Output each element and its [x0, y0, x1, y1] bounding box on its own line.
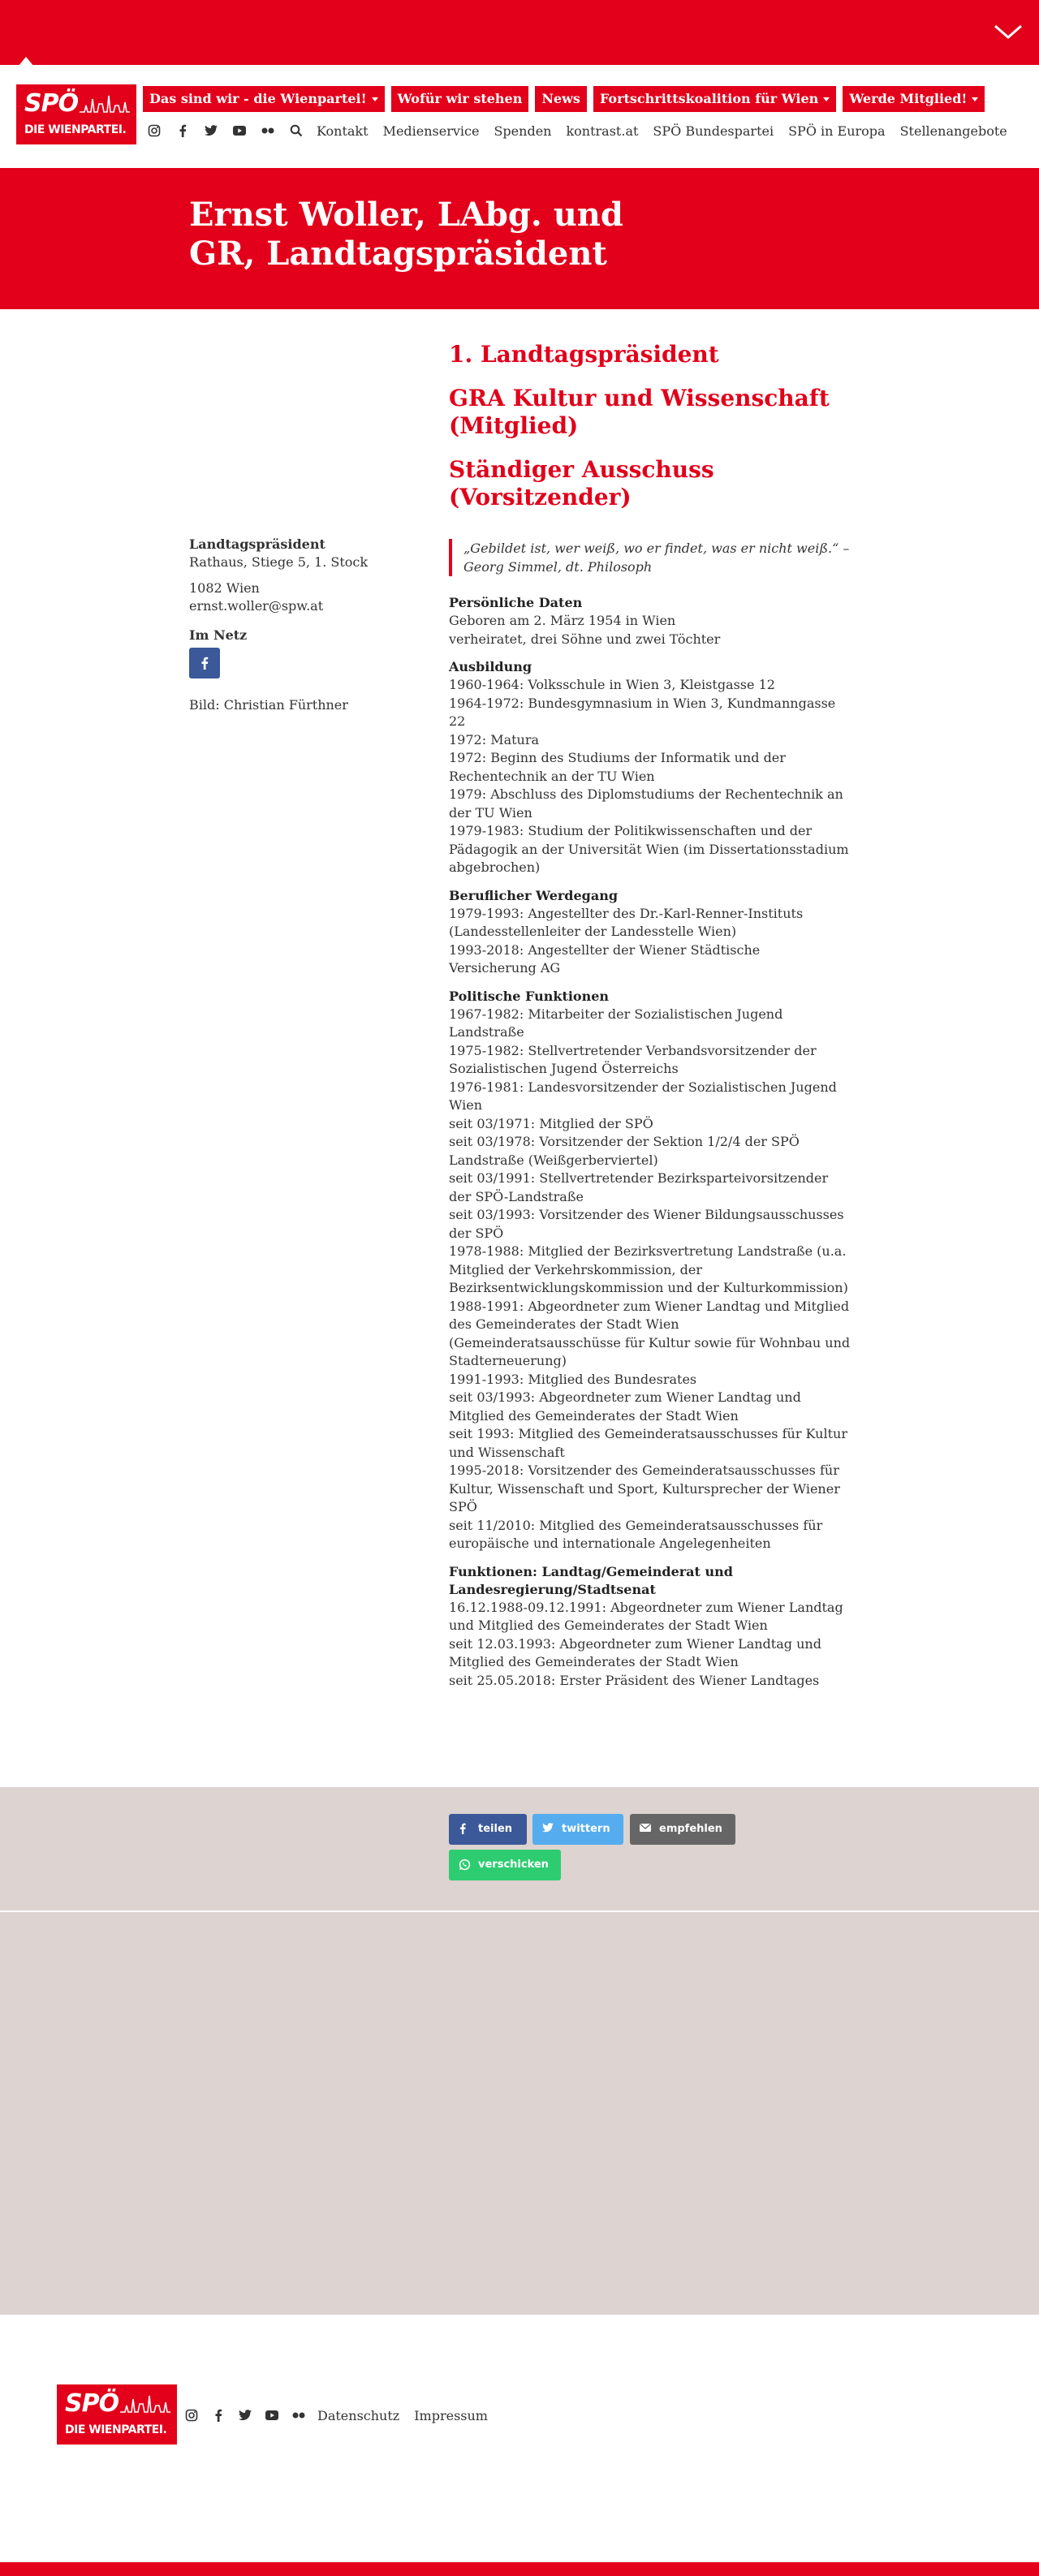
- bio-line: 16.12.1988-09.12.1991: Abgeordneter zum Wiener Landtag und Mitglied des Gemeinderates der Stadt Wien: [449, 1599, 843, 1633]
- bio-line: verheiratet, drei Söhne und zwei Töchter: [449, 631, 721, 647]
- bio-line: seit 11/2010: Mitglied des Gemeinderatsausschusses für europäische und internationale Angelegenheiten: [449, 1517, 823, 1551]
- logo-text: SPÖ: [24, 89, 79, 118]
- net-heading: Im Netz: [189, 627, 248, 643]
- top-bar: [0, 0, 1039, 65]
- flickr-icon[interactable]: [260, 123, 276, 139]
- bio-line: seit 03/1971: Mitglied der SPÖ: [449, 1115, 653, 1131]
- menu-notch: [18, 57, 34, 67]
- footer-link-impressum[interactable]: Impressum: [414, 2407, 488, 2423]
- bio-line: 1976-1981: Landesvorsitzender der Sozialistischen Jugend Wien: [449, 1079, 837, 1113]
- twitter-icon: [542, 1823, 554, 1833]
- bio-line: seit 03/1993: Abgeordneter zum Wiener Landtag und Mitglied des Gemeinderates der Stadt Wien: [449, 1389, 801, 1424]
- site-footer: [0, 2315, 1039, 2562]
- bio-line: seit 12.03.1993: Abgeordneter zum Wiener Landtag und Mitglied des Gemeinderates der Stadt Wien: [449, 1635, 821, 1669]
- nav-label: News: [541, 91, 580, 106]
- share-email-button[interactable]: [630, 1814, 735, 1845]
- instagram-icon[interactable]: [183, 2407, 200, 2423]
- site-header: [0, 67, 1039, 168]
- bio-content: [449, 341, 851, 1699]
- sub-nav-stellenangebote[interactable]: Stellenangebote: [899, 123, 1007, 139]
- bio-section-title: Beruflicher Werdegang: [449, 887, 619, 903]
- sub-nav-kontrast[interactable]: kontrast.at: [566, 123, 639, 139]
- bio-sections: [449, 594, 851, 1690]
- caret-down-icon: [823, 97, 830, 101]
- nav-item-wofuer[interactable]: [391, 86, 529, 112]
- flickr-icon[interactable]: [291, 2407, 307, 2423]
- facebook-profile-button[interactable]: [189, 648, 220, 678]
- share-email-label: empfehlen: [659, 1823, 722, 1835]
- logo-subtitle: DIE WIENPARTEI.: [24, 123, 127, 136]
- photo-credit: Bild: Christian Fürthner: [189, 697, 348, 713]
- bio-section: [449, 1563, 851, 1691]
- logo-subtitle: DIE WIENPARTEI.: [65, 2423, 167, 2436]
- nav-label: Fortschrittskoalition für Wien: [599, 91, 819, 106]
- share-whatsapp-button[interactable]: [449, 1850, 561, 1880]
- nav-label: Das sind wir - die Wienpartei!: [149, 91, 367, 106]
- youtube-icon[interactable]: [231, 123, 248, 139]
- search-icon[interactable]: [288, 123, 304, 139]
- share-facebook-label: teilen: [478, 1823, 513, 1835]
- nav-label: Werde Mitglied!: [849, 91, 968, 106]
- bio-line: 1972: Matura: [449, 731, 540, 747]
- footer-logo[interactable]: [57, 2384, 177, 2445]
- bio-line: seit 03/1993: Vorsitzender des Wiener Bildungsausschusses der SPÖ: [449, 1207, 844, 1241]
- sub-nav-medienservice[interactable]: Medienservice: [382, 123, 480, 139]
- footer-link-datenschutz[interactable]: Datenschutz: [317, 2407, 400, 2423]
- bio-section: [449, 988, 851, 1553]
- bio-line: seit 03/1991: Stellvertretender Bezirksparteivorsitzender der SPÖ-Landstraße: [449, 1170, 829, 1204]
- caret-down-icon: [372, 97, 378, 101]
- logo-text: SPÖ: [65, 2389, 119, 2418]
- sub-nav-kontakt[interactable]: Kontakt: [317, 123, 369, 139]
- sub-nav: [146, 120, 1022, 141]
- facebook-icon: [459, 1823, 467, 1834]
- twitter-icon[interactable]: [203, 123, 219, 139]
- youtube-icon[interactable]: [264, 2407, 280, 2423]
- spoe-logo[interactable]: [16, 84, 136, 144]
- page-hero: [0, 168, 1039, 309]
- bio-line: 1991-1993: Mitglied des Bundesrates: [449, 1371, 697, 1387]
- caret-down-icon: [972, 97, 978, 101]
- instagram-icon[interactable]: [146, 123, 162, 139]
- bio-section-title: Persönliche Daten: [449, 595, 583, 610]
- bio-line: 1964-1972: Bundesgymnasium in Wien 3, Kundmanngasse 22: [449, 695, 836, 729]
- contact-heading: Landtagspräsident: [189, 536, 325, 552]
- nav-label: Wofür wir stehen: [397, 91, 523, 106]
- share-divider: [0, 1910, 1039, 1912]
- nav-item-mitglied[interactable]: [843, 86, 985, 112]
- share-twitter-button[interactable]: [532, 1814, 623, 1845]
- bio-line: seit 03/1978: Vorsitzender der Sektion 1/2/4 der SPÖ Landstraße (Weißgerberviertel): [449, 1134, 800, 1168]
- nav-item-wir[interactable]: [143, 86, 385, 112]
- bio-line: Geboren am 2. März 1954 in Wien: [449, 613, 676, 628]
- twitter-icon[interactable]: [237, 2407, 253, 2423]
- bio-section: [449, 594, 851, 648]
- sub-nav-bundespartei[interactable]: SPÖ Bundespartei: [653, 123, 774, 139]
- share-facebook-button[interactable]: [449, 1814, 527, 1845]
- bio-line: 1960-1964: Volksschule in Wien 3, Kleistgasse 12: [449, 677, 775, 692]
- bio-line: 1995-2018: Vorsitzender des Gemeinderatsausschusses für Kultur, Wissenschaft und Sport, Kultursprecher der Wiener SPÖ: [449, 1462, 840, 1514]
- bio-line: 1993-2018: Angestellter der Wiener Städtische Versicherung AG: [449, 941, 761, 976]
- contact-sidebar: [189, 536, 400, 714]
- bio-line: seit 1993: Mitglied des Gemeinderatsausschusses für Kultur und Wissenschaft: [449, 1426, 847, 1460]
- footer-nav: [183, 2406, 502, 2425]
- facebook-icon[interactable]: [175, 123, 191, 139]
- contact-email[interactable]: ernst.woller@spw.at: [189, 598, 324, 614]
- nav-item-fortschrittskoalition[interactable]: [593, 86, 836, 112]
- chevron-down-icon[interactable]: [992, 19, 1024, 42]
- bio-section-title: Ausbildung: [449, 659, 532, 674]
- bio-line: 1967-1982: Mitarbeiter der Sozialistischen Jugend Landstraße: [449, 1006, 783, 1040]
- bio-section-title: Politische Funktionen: [449, 988, 610, 1004]
- role-title: Ständiger Ausschuss (Vorsitzender): [449, 456, 714, 510]
- share-twitter-label: twittern: [562, 1823, 610, 1835]
- bottom-bar: [0, 2562, 1039, 2576]
- bio-line: 1975-1982: Stellvertretender Verbandsvorsitzender der Sozialistischen Jugend Österreichs: [449, 1042, 817, 1076]
- skyline-icon: [120, 2394, 170, 2419]
- bio-section: [449, 887, 851, 978]
- share-area: [0, 1787, 1039, 2315]
- bio-line: 1978-1988: Mitglied der Bezirksvertretung Landstraße (u.a. Mitglied der Verkehrskommission, der Bezirksentwicklungskommission und der Kulturkommission): [449, 1243, 848, 1295]
- bio-line: seit 25.05.2018: Erster Präsident des Wiener Landtages: [449, 1672, 820, 1688]
- page-title: Ernst Woller, LAbg. und GR, Landtagspräsident: [189, 196, 623, 273]
- bio-line: 1972: Beginn des Studiums der Informatik und der Rechentechnik an der TU Wien: [449, 750, 786, 784]
- whatsapp-icon: [459, 1859, 471, 1871]
- envelope-icon: [640, 1823, 651, 1833]
- main-nav: [143, 86, 985, 112]
- nav-item-news[interactable]: [535, 86, 587, 112]
- bio-line: 1988-1991: Abgeordneter zum Wiener Landtag und Mitglied des Gemeinderates der Stadt Wien (Gemeinderatsausschüsse für Kultur sowie für Wohnbau und Stadterneuerung): [449, 1298, 851, 1368]
- bio-section: [449, 658, 851, 877]
- quote: „Gebildet ist, wer weiß, wo er findet, was er nicht weiß.“ – Georg Simmel, dt. Philosoph: [449, 539, 851, 576]
- sub-nav-europa[interactable]: SPÖ in Europa: [788, 123, 886, 139]
- contact-address-line1: Rathaus, Stiege 5, 1. Stock: [189, 554, 369, 570]
- facebook-icon: [200, 657, 209, 670]
- bio-line: 1979-1983: Studium der Politikwissenschaften und der Pädagogik an der Universität Wien (im Dissertationsstadium abgebrochen): [449, 823, 849, 875]
- bio-line: 1979: Abschluss des Diplomstudiums der Rechentechnik an der TU Wien: [449, 786, 843, 821]
- facebook-icon[interactable]: [210, 2407, 226, 2423]
- sub-nav-spenden[interactable]: Spenden: [494, 123, 552, 139]
- bio-line: 1979-1993: Angestellter des Dr.-Karl-Renner-Instituts (Landesstellenleiter der Landesstelle Wien): [449, 905, 804, 939]
- share-whatsapp-label: verschicken: [478, 1859, 549, 1871]
- role-title: 1. Landtagspräsident: [449, 341, 719, 368]
- role-title: GRA Kultur und Wissenschaft (Mitglied): [449, 385, 830, 439]
- skyline-icon: [80, 94, 130, 118]
- contact-address-line2: 1082 Wien: [189, 580, 260, 596]
- bio-section-title: Funktionen: Landtag/Gemeinderat und Landesregierung/Stadtsenat: [449, 1563, 733, 1597]
